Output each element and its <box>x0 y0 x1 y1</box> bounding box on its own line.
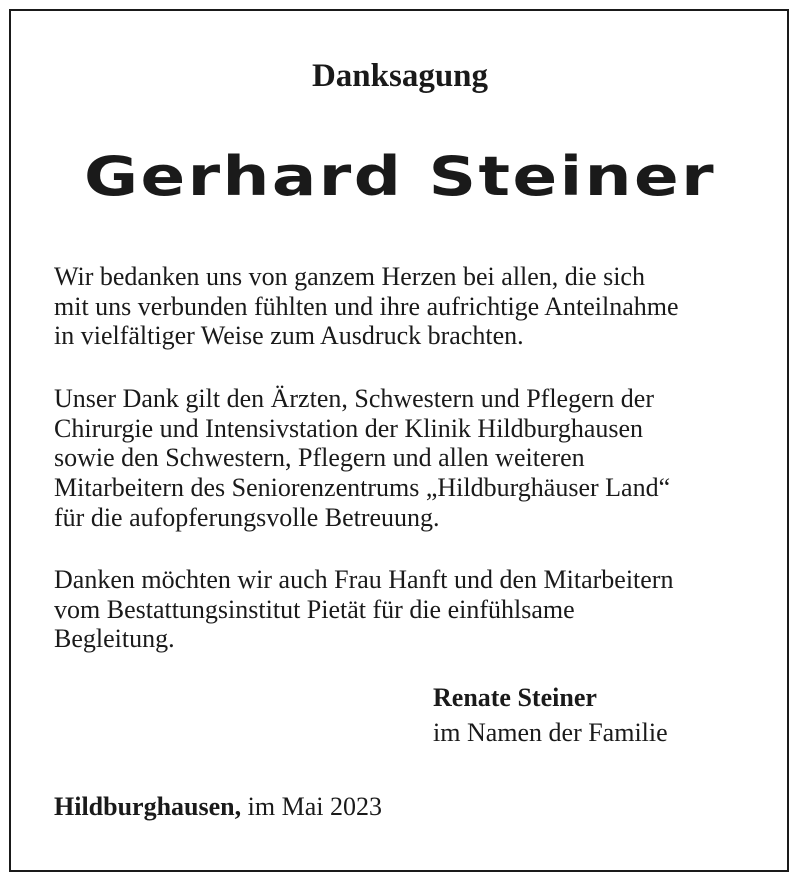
paragraph-thanks-medical <box>54 384 754 533</box>
paragraph-line: Chirurgie und Intensivstation der Klinik Hildburghausen <box>54 413 644 443</box>
place-name: Hildburghausen, <box>54 792 242 821</box>
date-text: im Mai 2023 <box>241 792 382 821</box>
paragraph-line: für die aufopferungsvolle Betreuung. <box>54 502 440 532</box>
notice-heading: Danksagung <box>311 58 489 94</box>
paragraph-line: Danken möchten wir auch Frau Hanft und den Mitarbeitern <box>54 565 674 594</box>
signer-subline: im Namen der Familie <box>433 718 668 747</box>
paragraph-line: sowie den Schwestern, Pflegern und allen weiteren <box>54 443 585 473</box>
paragraph-thanks-all <box>54 262 754 351</box>
signer-name: Renate Steiner <box>433 683 597 712</box>
paragraph-line: Wir bedanken uns von ganzem Herzen bei allen, die sich <box>54 262 645 291</box>
paragraph-thanks-funeral <box>54 565 754 654</box>
place-date-line <box>54 792 382 822</box>
paragraph-line: in vielfältiger Weise zum Ausdruck brachten. <box>54 321 524 351</box>
paragraph-line: Unser Dank gilt den Ärzten, Schwestern und Pflegern der <box>54 384 654 413</box>
paragraph-line: Begleitung. <box>54 624 175 654</box>
deceased-name: Gerhard Steiner <box>83 145 717 208</box>
paragraph-line: Mitarbeitern des Seniorenzentrums „Hildburghäuser Land“ <box>54 473 671 503</box>
paragraph-line: vom Bestattungsinstitut Pietät für die einfühlsame <box>54 594 575 624</box>
paragraph-line: mit uns verbunden fühlten und ihre aufrichtige Anteilnahme <box>54 291 679 321</box>
